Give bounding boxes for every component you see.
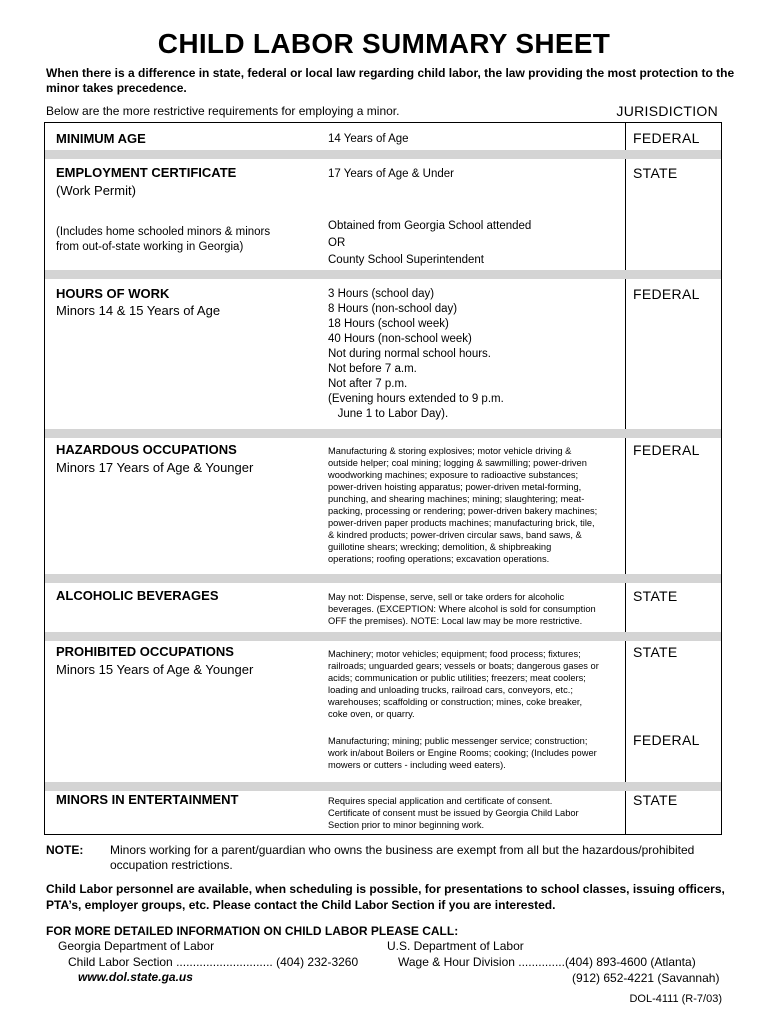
row-divider (45, 429, 721, 438)
us-savannah-phone: (912) 652-4221 (Savannah) (572, 971, 720, 985)
subtitle-text: Below are the more restrictive requirements for employing a minor. (46, 104, 400, 118)
employment-certificate-heading: EMPLOYMENT CERTIFICATE (56, 165, 237, 180)
minimum-age-jurisdiction: FEDERAL (633, 130, 700, 146)
more-info-heading: FOR MORE DETAILED INFORMATION ON CHILD LABOR PLEASE CALL: (46, 924, 459, 938)
minimum-age-heading: MINIMUM AGE (56, 131, 146, 146)
prohibited-occupations-federal-detail: Manufacturing; mining; public messenger service; construction; work in/about Boilers or Engine Rooms; cooking; (Includes power mowers or cutters - including weed eaters). (328, 736, 597, 770)
page-title: CHILD LABOR SUMMARY SHEET (157, 28, 611, 59)
us-dept-label: U.S. Department of Labor (387, 939, 524, 953)
row-divider (45, 782, 721, 791)
hazardous-occupations-detail: Manufacturing & storing explosives; motor vehicle driving & outside helper; coal mining; logging & sawmilling; power-driven woodworking machines; exposure to radioactive substances; power-driven hoisting apparatus; power-driven metal-forming, punching, and shearing machines; mining; slaughtering; meat- packing, processing or rendering; power-driven bakery machines; power-driven paper products machines; manufacturing brick, tile, & kindred products; power-driven circular saws, band saws, & guillotine shears; wrecking; demolition, & shipbreaking operations; roofing operations; excavation operations. (328, 446, 598, 564)
us-wage-hour-phone: Wage & Hour Division ..............(404) 893-4600 (Atlanta) (398, 955, 696, 969)
hazardous-occupations-heading: HAZARDOUS OCCUPATIONS (56, 442, 237, 457)
row-divider (45, 150, 721, 159)
jurisdiction-header: JURISDICTION (616, 103, 718, 119)
prohibited-occupations-state-jurisdiction: STATE (633, 644, 678, 660)
minors-in-entertainment-detail: Requires special application and certificate of consent. Certificate of consent must be issued by Georgia Child Labor Section prior to minor beginning work. (328, 796, 579, 830)
row-divider (45, 270, 721, 279)
row-divider (45, 632, 721, 641)
prohibited-occupations-federal-jurisdiction: FEDERAL (633, 732, 700, 748)
ga-dept-label: Georgia Department of Labor (58, 939, 215, 953)
hours-of-work-subheading: Minors 14 & 15 Years of Age (56, 303, 221, 318)
employment-certificate-detail: 17 Years of Age & Under (328, 168, 454, 180)
employment-certificate-jurisdiction: STATE (633, 165, 678, 181)
intro-text: When there is a difference in state, federal or local law regarding child labor, the law providing the most protection to the minor takes precedence. (46, 66, 735, 95)
alcoholic-beverages-heading: ALCOHOLIC BEVERAGES (56, 588, 219, 603)
employment-certificate-source: Obtained from Georgia School attended OR County School Superintendent (328, 220, 532, 266)
hours-of-work-detail: 3 Hours (school day) 8 Hours (non-school day) 18 Hours (school week) 40 Hours (non-school week) Not during normal school hours. Not before 7 a.m. Not after 7 p.m. (Evening hours extended to 9 p.m. June 1 to Labor Day). (328, 288, 504, 420)
alcoholic-beverages-jurisdiction: STATE (633, 588, 678, 604)
prohibited-occupations-subheading: Minors 15 Years of Age & Younger (56, 662, 254, 677)
column-divider (625, 123, 626, 834)
hours-of-work-heading: HOURS OF WORK (56, 286, 170, 301)
prohibited-occupations-heading: PROHIBITED OCCUPATIONS (56, 644, 234, 659)
hours-of-work-jurisdiction: FEDERAL (633, 286, 700, 302)
form-number: DOL-4111 (R-7/03) (629, 993, 722, 1005)
ga-child-labor-phone: Child Labor Section ............................. (404) 232-3260 (68, 955, 359, 969)
requirements-table (44, 122, 722, 835)
note-text: Minors working for a parent/guardian who owns the business are exempt from all but the hazardous/prohibited occupation restrictions. (110, 843, 695, 872)
row-divider (45, 574, 721, 583)
minors-in-entertainment-jurisdiction: STATE (633, 792, 678, 808)
prohibited-occupations-state-detail: Machinery; motor vehicles; equipment; food process; fixtures; railroads; unguarded gears; vessels or boats; dangerous gases or acids; communication or public utilities; freezers; meat coolers; loading and unloading trucks, railroad cars, conveyors, etc.; warehouses; scaffolding or construction; mines, coke breaker, coke oven, or quarry. (328, 649, 599, 719)
minors-in-entertainment-heading: MINORS IN ENTERTAINMENT (56, 792, 239, 807)
employment-certificate-note: (Includes home schooled minors & minors from out-of-state working in Georgia) (56, 226, 271, 253)
note-label: NOTE: (46, 843, 84, 857)
personnel-text: Child Labor personnel are available, when scheduling is possible, for presentations to school classes, issuing officers, PTA’s, employer groups, etc. Please contact the Child Labor Section if you are interested. (46, 882, 725, 912)
minimum-age-detail: 14 Years of Age (328, 133, 409, 145)
website-link[interactable]: www.dol.state.ga.us (78, 970, 193, 984)
hazardous-occupations-jurisdiction: FEDERAL (633, 442, 700, 458)
alcoholic-beverages-detail: May not: Dispense, serve, sell or take orders for alcoholic beverages. (EXCEPTION: Where alcohol is sold for consumption OFF the premises). NOTE: Local law may be more restrictive. (328, 592, 596, 626)
employment-certificate-subheading: (Work Permit) (56, 183, 136, 198)
hazardous-occupations-subheading: Minors 17 Years of Age & Younger (56, 460, 254, 475)
